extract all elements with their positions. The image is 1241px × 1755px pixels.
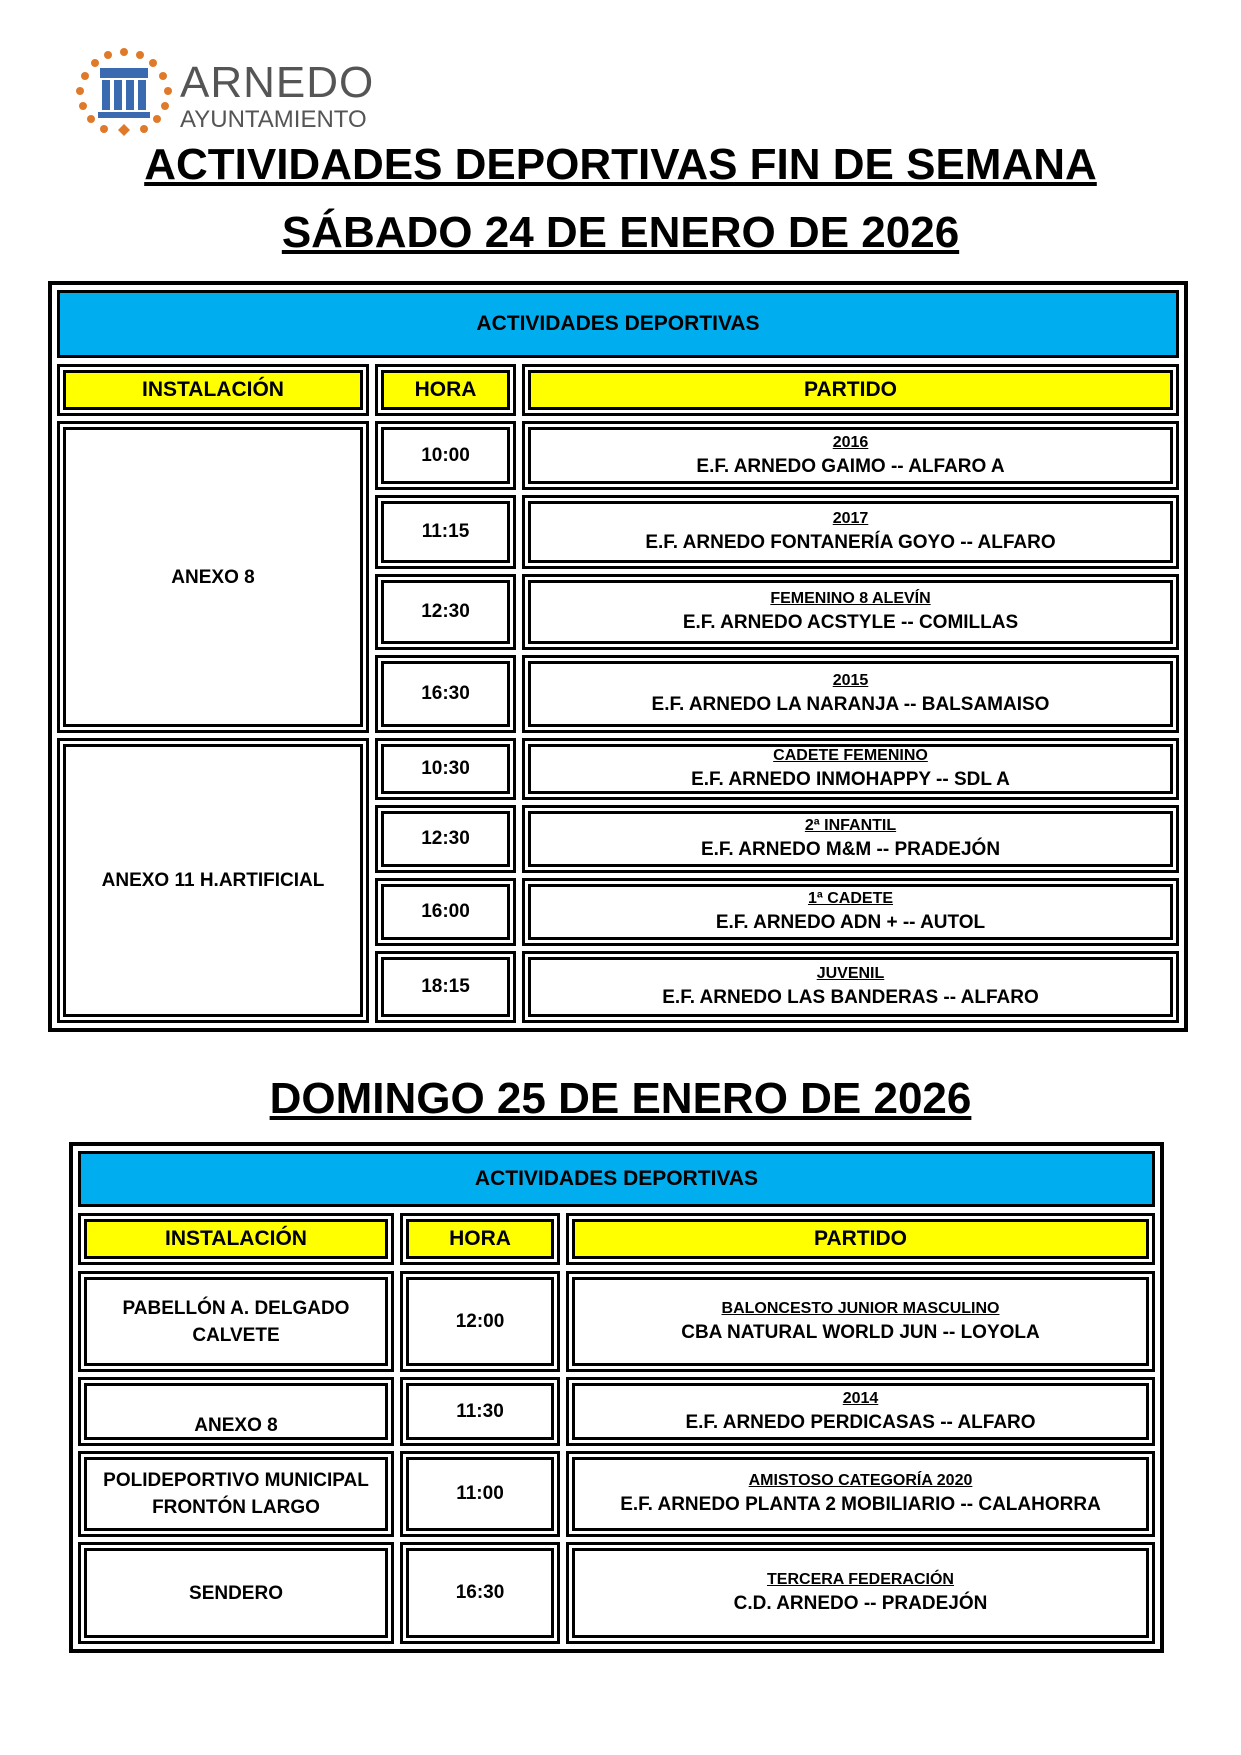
match-cell: TERCERA FEDERACIÓN C.D. ARNEDO -- PRADEJÓN [566,1542,1155,1644]
time-cell: 10:30 [375,738,516,800]
page-title: ACTIVIDADES DEPORTIVAS FIN DE SEMANA [144,140,1097,189]
installation-cell: ANEXO 8 [78,1377,394,1446]
match-cell: FEMENINO 8 ALEVÍN E.F. ARNEDO ACSTYLE -- COMILLAS [522,574,1179,650]
city-crest-icon [74,46,174,142]
saturday-col-installation: INSTALACIÓN [57,364,369,416]
installation-cell: POLIDEPORTIVO MUNICIPAL FRONTÓN LARGO [78,1451,394,1537]
time-cell: 10:00 [375,421,516,490]
time-cell: 12:00 [400,1271,560,1372]
sunday-date: DOMINGO 25 DE ENERO DE 2026 [269,1074,972,1123]
arnedo-logo [74,46,375,142]
saturday-col-time: HORA [375,364,516,416]
sunday-col-time: HORA [400,1213,560,1265]
installation-anexo-8: ANEXO 8 [57,421,369,733]
match-cell: 2017 E.F. ARNEDO FONTANERÍA GOYO -- ALFARO [522,495,1179,569]
match-cell: 2015 E.F. ARNEDO LA NARANJA -- BALSAMAISO [522,655,1179,733]
sunday-col-match: PARTIDO [566,1213,1155,1265]
time-cell: 11:00 [400,1451,560,1537]
match-cell: 2ª INFANTIL E.F. ARNEDO M&M -- PRADEJÓN [522,805,1179,873]
match-cell: 2014 E.F. ARNEDO PERDICASAS -- ALFARO [566,1377,1155,1446]
installation-anexo-11: ANEXO 11 H.ARTIFICIAL [57,738,369,1023]
logo-title: ARNEDO [180,58,375,107]
time-cell: 16:00 [375,878,516,946]
time-cell: 12:30 [375,805,516,873]
match-cell: BALONCESTO JUNIOR MASCULINO CBA NATURAL WORLD JUN -- LOYOLA [566,1271,1155,1372]
saturday-section-title: ACTIVIDADES DEPORTIVAS [57,290,1179,358]
logo-subtitle: AYUNTAMIENTO [180,106,367,133]
match-cell: AMISTOSO CATEGORÍA 2020 E.F. ARNEDO PLANTA 2 MOBILIARIO -- CALAHORRA [566,1451,1155,1537]
saturday-col-match: PARTIDO [522,364,1179,416]
installation-cell: SENDERO [78,1542,394,1644]
time-cell: 12:30 [375,574,516,650]
saturday-date: SÁBADO 24 DE ENERO DE 2026 [281,208,960,257]
match-cell: 1ª CADETE E.F. ARNEDO ADN + -- AUTOL [522,878,1179,946]
time-cell: 16:30 [375,655,516,733]
time-cell: 11:15 [375,495,516,569]
installation-cell: PABELLÓN A. DELGADO CALVETE [78,1271,394,1372]
match-cell: JUVENIL E.F. ARNEDO LAS BANDERAS -- ALFARO [522,951,1179,1023]
time-cell: 18:15 [375,951,516,1023]
sunday-col-installation: INSTALACIÓN [78,1213,394,1265]
sunday-section-title: ACTIVIDADES DEPORTIVAS [78,1151,1155,1207]
time-cell: 11:30 [400,1377,560,1446]
time-cell: 16:30 [400,1542,560,1644]
match-cell: CADETE FEMENINO E.F. ARNEDO INMOHAPPY -- SDL A [522,738,1179,800]
match-cell: 2016 E.F. ARNEDO GAIMO -- ALFARO A [522,421,1179,490]
